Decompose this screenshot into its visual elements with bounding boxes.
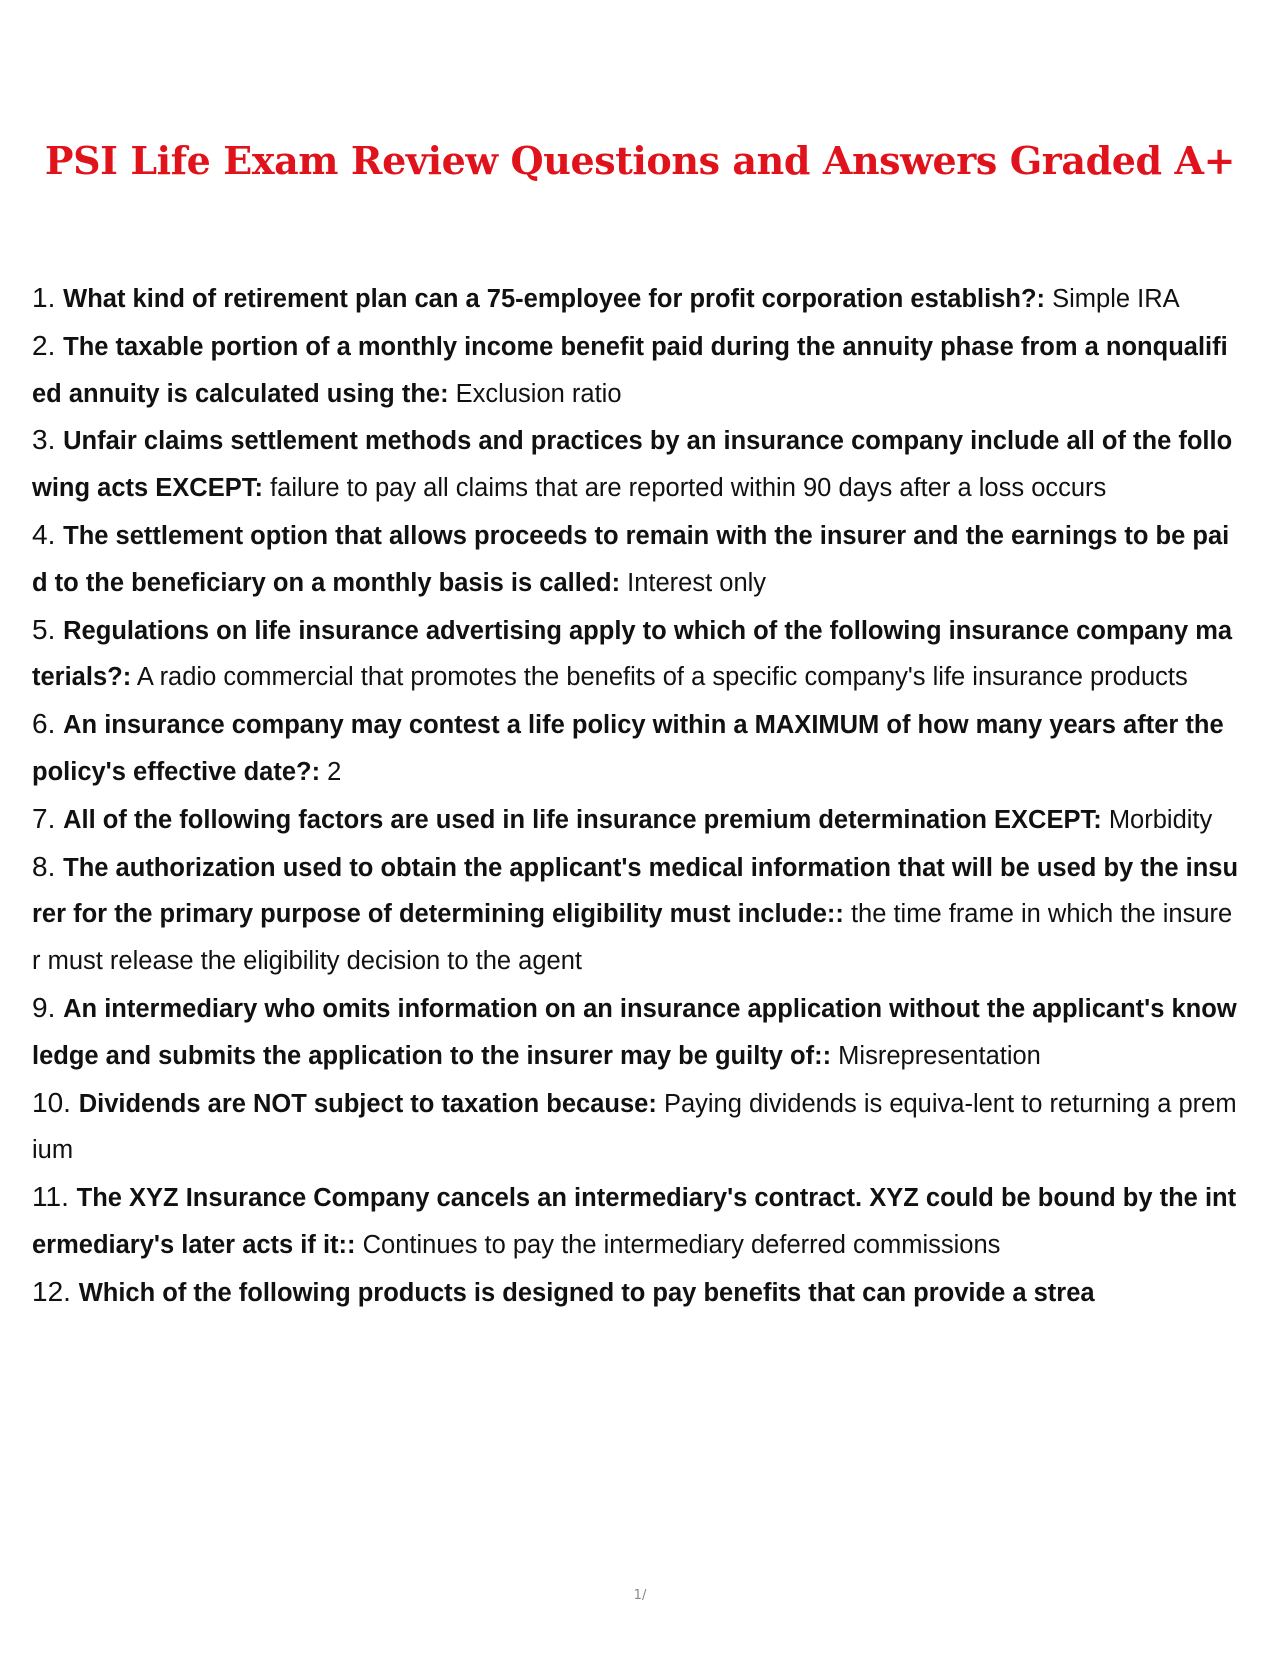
question-text: What kind of retirement plan can a 75-employee for profit corporation establish?: [63,285,1046,313]
question-text: All of the following factors are used in life insurance premium determination EXCEPT: [63,805,1102,834]
qa-item-8 [32,844,1240,985]
question-text: The XYZ Insurance Company cancels an intermediary's contract. XYZ could be bound by the intermediary's later acts if it:: [32,1184,1237,1259]
question-number: 5. [32,613,64,645]
question-number: 11. [32,1181,77,1213]
answer-text: Interest only [620,568,767,597]
question-number: 12. [32,1275,79,1307]
question-number: 7. [32,802,64,834]
answer-text: Paying dividends is equiva-lent to returning a premium [32,1089,1237,1165]
answer-text: Continues to pay the intermediary deferred commissions [355,1230,1001,1259]
answer-text: the time frame in which the insurer must release the eligibility decision to the agent [32,900,1233,976]
qa-item-6 [32,701,1240,796]
question-number: 2. [32,329,64,361]
answer-text: Morbidity [1101,805,1213,834]
qa-item-5 [32,607,1240,702]
qa-item-11 [32,1174,1240,1269]
question-number: 4. [32,518,64,550]
question-text: The authorization used to obtain the applicant's medical information that will be used by the insurer for the primary purpose of determining eligibility must include:: [32,853,1239,929]
question-text: Regulations on life insurance advertising apply to which of the following insurance company materials?: [32,616,1233,692]
qa-item-3 [32,417,1240,512]
question-text: Unfair claims settlement methods and practices by an insurance company include all of the following acts EXCEPT: [32,427,1233,503]
qa-item-7 [32,796,1240,844]
question-text: An insurance company may contest a life policy within a MAXIMUM of how many years after the policy's effective date?: [32,711,1224,786]
question-text: Which of the following products is designed to pay benefits that can provide a strea [78,1278,1095,1307]
question-text: The taxable portion of a monthly income benefit paid during the annuity phase from a nonqualified annuity is calculated using the: [32,332,1228,408]
answer-text: A radio commercial that promotes the benefits of a specific company's life insurance products [131,663,1188,692]
answer-text: 2 [320,757,342,786]
qa-item-12 [32,1269,1240,1317]
answer-text: failure to pay all claims that are reported within 90 days after a loss occurs [262,474,1107,503]
question-number: 10. [32,1086,79,1118]
question-number: 3. [32,424,64,456]
question-number: 1. [32,282,64,313]
qa-item-4 [32,512,1240,607]
qa-list [32,275,1240,1317]
answer-text: Misrepresentation [831,1041,1041,1070]
question-text: Dividends are NOT subject to taxation because: [78,1089,657,1118]
qa-item-1 [32,275,1240,323]
qa-item-10 [32,1080,1240,1175]
page-number: 1/ [633,1588,647,1603]
answer-text: Exclusion ratio [448,379,622,408]
question-number: 9. [32,991,64,1023]
document-title: PSI Life Exam Review Questions and Answers Graded A+ [44,138,1236,183]
answer-text: Simple IRA [1045,285,1180,313]
question-number: 8. [32,850,64,882]
qa-item-9 [32,985,1240,1080]
question-text: The settlement option that allows proceeds to remain with the insurer and the earnings to be paid to the beneficiary on a monthly basis is called: [32,521,1230,597]
qa-item-2 [32,323,1240,418]
question-number: 6. [32,708,64,740]
question-text: An intermediary who omits information on an insurance application without the applicant's knowledge and submits the application to the insurer may be guilty of:: [32,994,1237,1070]
